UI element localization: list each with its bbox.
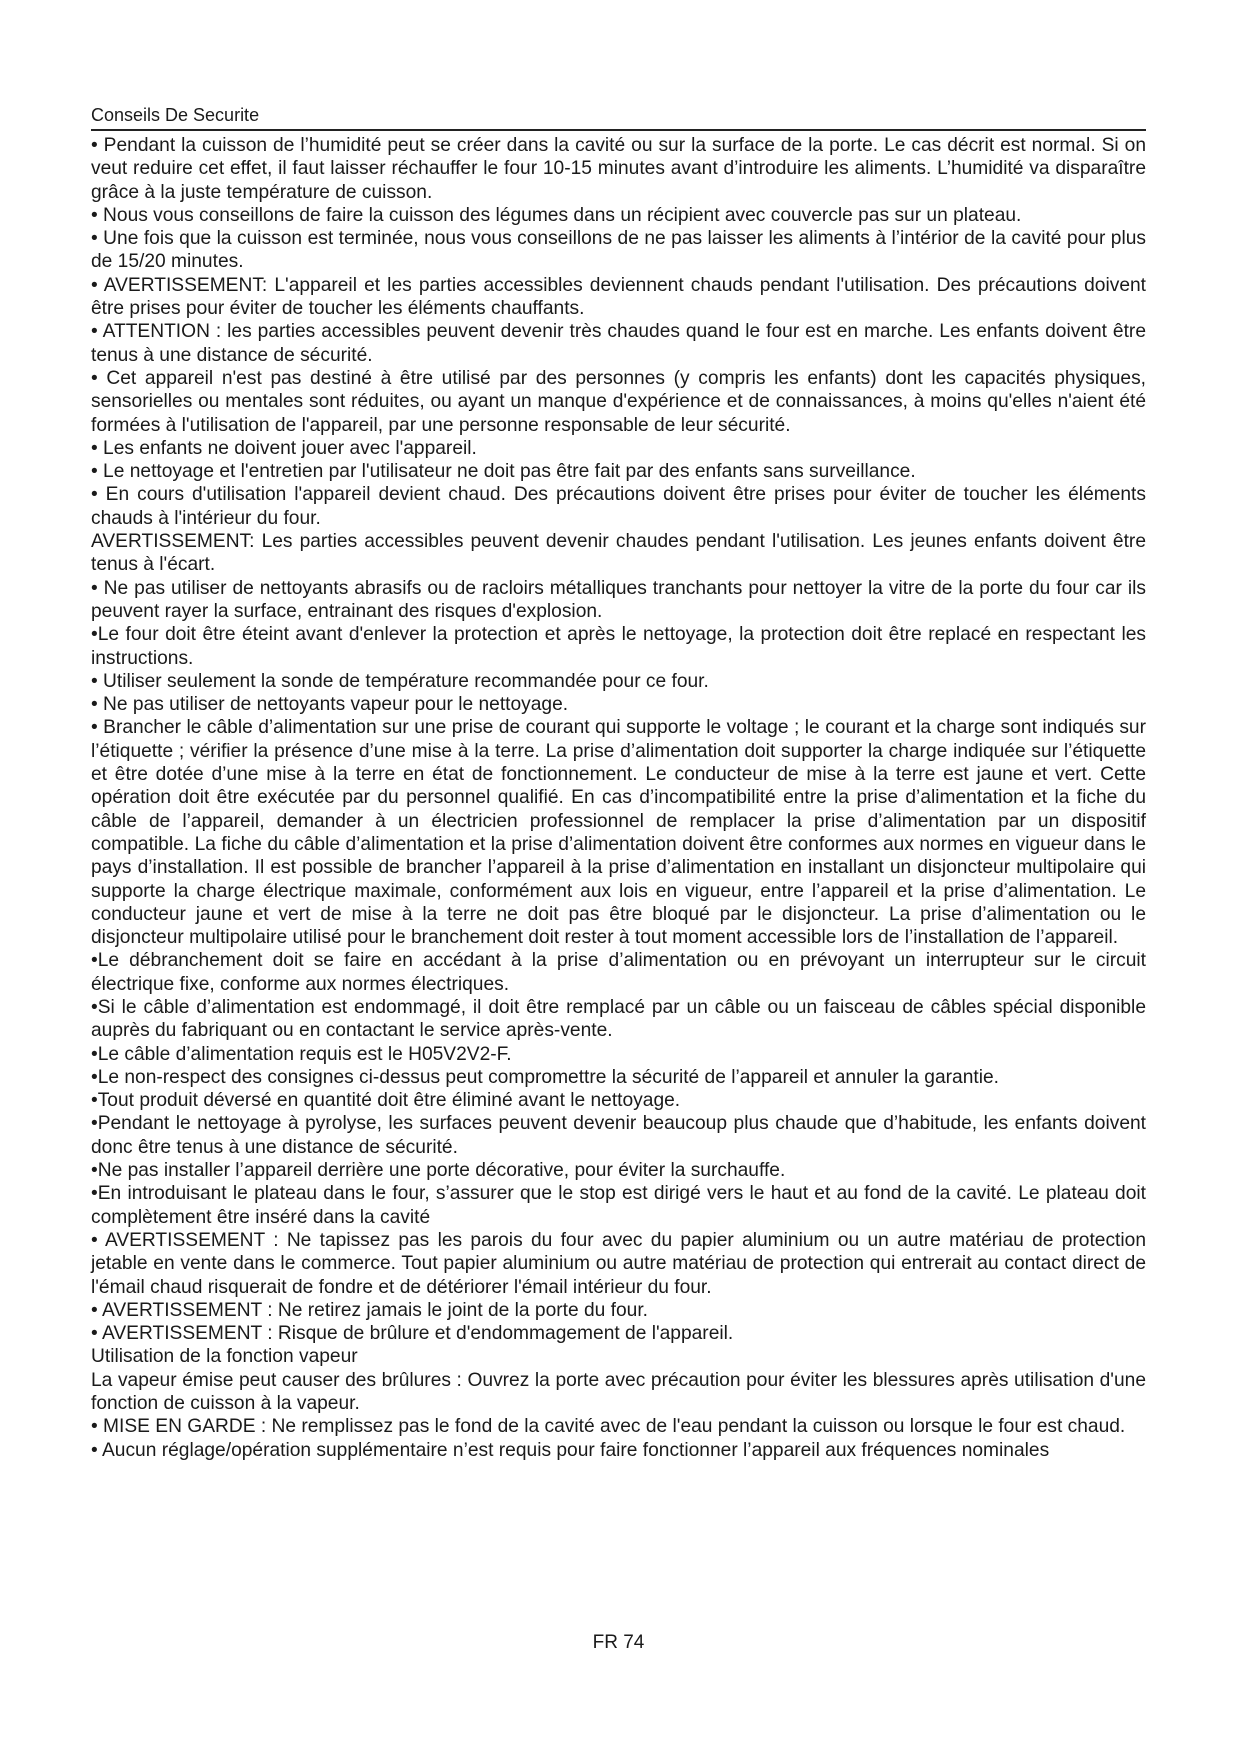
paragraph-5: • ATTENTION : les parties accessibles peuvent devenir très chaudes quand le four est en marche. Les enfants doivent être tenus à une distance de sécurité.	[91, 321, 1146, 366]
paragraph-2: • Nous vous conseillons de faire la cuisson des légumes dans un récipient avec couvercle pas sur un plateau.	[91, 204, 1022, 226]
paragraph-28: La vapeur émise peut causer des brûlures : Ouvrez la porte avec précaution pour éviter les blessures après utilisation d'une fonction de cuisson à la vapeur.	[91, 1369, 1146, 1415]
document-body	[91, 134, 1146, 1462]
paragraph-15: • Brancher le câble d’alimentation sur une prise de courant qui supporte le voltage ; le courant et la charge sont indiqués sur l’étiquette ; vérifier la présence d’une mise à la terre. La prise d’alimentation doit supporter la charge indiquée sur l’étiquette et être dotée d’une mise à la terre en état de fonctionnement. Le conducteur de mise à la terre est jaune et vert. Cette opération doit être exécutée par du personnel qualifié. En cas d’incompatibilité entre la prise d’alimentation et la fiche du câble de l’appareil, demander à un électricien professionnel de remplacer la prise d’alimentation par un dispositif compatible. La fiche du câble d’alimentation et la prise d’alimentation doivent être conformes aux normes en vigueur dans le pays d’installation. Il est possible de brancher l’appareil à la prise d’alimentation en installant un disjoncteur multipolaire qui supporte la charge électrique maximale, conformément aux lois en vigueur, entre l’appareil et la prise d’alimentation. Le conducteur jaune et vert de mise à la terre ne doit pas être bloqué par le disjoncteur. La prise d’alimentation ou le disjoncteur multipolaire utilisé pour le branchement doit rester à tout moment accessible lors de l’installation de l’appareil.	[91, 717, 1146, 949]
section-title: Conseils De Securite	[91, 105, 260, 125]
paragraph-3: • Une fois que la cuisson est terminée, nous vous conseillons de ne pas laisser les aliments à l’intérior de la cavité pour plus de 15/20 minutes.	[91, 228, 1146, 273]
subheading-steam-function: Utilisation de la fonction vapeur	[91, 1346, 358, 1368]
paragraph-23: •En introduisant le plateau dans le four, s’assurer que le stop est dirigé vers le haut et au fond de la cavité. Le plateau doit complètement être inséré dans la cavité	[91, 1183, 1146, 1228]
paragraph-4: • AVERTISSEMENT: L'appareil et les parties accessibles deviennent chauds pendant l'utilisation. Des précautions doivent être prises pour éviter de toucher les éléments chauffants.	[91, 274, 1146, 320]
paragraph-29: • MISE EN GARDE : Ne remplissez pas le fond de la cavité avec de l'eau pendant la cuisson ou lorsque le four est chaud.	[91, 1416, 1126, 1438]
page-number: FR 74	[592, 1632, 645, 1653]
paragraph-8: • Le nettoyage et l'entretien par l'utilisateur ne doit pas être fait par des enfants sans surveillance.	[91, 461, 916, 483]
paragraph-18: •Le câble d’alimentation requis est le H05V2V2-F.	[91, 1043, 512, 1065]
paragraph-7: • Les enfants ne doivent jouer avec l'appareil.	[91, 437, 477, 459]
paragraph-25: • AVERTISSEMENT : Ne retirez jamais le joint de la porte du four.	[91, 1299, 648, 1321]
paragraph-21: •Pendant le nettoyage à pyrolyse, les surfaces peuvent devenir beaucoup plus chaude que d’habitude, les enfants doivent donc être tenus à une distance de sécurité.	[91, 1113, 1146, 1158]
paragraph-22: •Ne pas installer l’appareil derrière une porte décorative, pour éviter la surchauffe.	[91, 1160, 786, 1182]
paragraph-12: •Le four doit être éteint avant d'enlever la protection et après le nettoyage, la protection doit être replacé en respectant les instructions.	[91, 624, 1146, 669]
paragraph-6: • Cet appareil n'est pas destiné à être utilisé par des personnes (y compris les enfants) dont les capacités physiques, sensorielles ou mentales sont réduites, ou ayant un manque d'expérience et de connaissances, à moins qu'elles n'aient été formées à l'utilisation de l'appareil, par une personne responsable de leur sécurité.	[91, 367, 1146, 436]
paragraph-20: •Tout produit déversé en quantité doit être éliminé avant le nettoyage.	[91, 1090, 681, 1112]
paragraph-9: • En cours d'utilisation l'appareil devient chaud. Des précautions doivent être prises pour éviter de toucher les éléments chauds à l'intérieur du four.	[91, 484, 1146, 529]
paragraph-10: AVERTISSEMENT: Les parties accessibles peuvent devenir chaudes pendant l'utilisation. Les jeunes enfants doivent être tenus à l'écart.	[91, 531, 1146, 576]
paragraph-30: • Aucun réglage/opération supplémentaire n’est requis pour faire fonctionner l’appareil aux fréquences nominales	[91, 1439, 1050, 1461]
paragraph-19: •Le non-respect des consignes ci-dessus peut compromettre la sécurité de l’appareil et annuler la garantie.	[91, 1066, 999, 1088]
paragraph-24: • AVERTISSEMENT : Ne tapissez pas les parois du four avec du papier aluminium ou un autre matériau de protection jetable en vente dans le commerce. Tout papier aluminium ou autre matériau de protection qui entrerait au contact direct de l'émail chaud risquerait de fondre et de détériorer l'émail intérieur du four.	[91, 1229, 1146, 1298]
paragraph-14: • Ne pas utiliser de nettoyants vapeur pour le nettoyage.	[91, 694, 569, 716]
paragraph-13: • Utiliser seulement la sonde de température recommandée pour ce four.	[91, 670, 709, 692]
paragraph-16: •Le débranchement doit se faire en accédant à la prise d’alimentation ou en prévoyant un interrupteur sur le circuit électrique fixe, conforme aux normes électriques.	[91, 950, 1146, 995]
paragraph-26: • AVERTISSEMENT : Risque de brûlure et d'endommagement de l'appareil.	[91, 1323, 734, 1345]
header-divider	[91, 129, 1146, 131]
paragraph-17: •Si le câble d’alimentation est endommagé, il doit être remplacé par un câble ou un faisceau de câbles spécial disponible auprès du fabriquant ou en contactant le service après-vente.	[91, 996, 1146, 1042]
paragraph-1: • Pendant la cuisson de l’humidité peut se créer dans la cavité ou sur la surface de la porte. Le cas décrit est normal. Si on veut reduire cet effet, il faut laisser réchauffer le four 10-15 minutes avant d’introduire les aliments. L’humidité va disparaître grâce à la juste température de cuisson.	[91, 135, 1146, 203]
paragraph-11: • Ne pas utiliser de nettoyants abrasifs ou de racloirs métalliques tranchants pour nettoyer la vitre de la porte du four car ils peuvent rayer la surface, entrainant des risques d'explosion.	[91, 577, 1146, 622]
